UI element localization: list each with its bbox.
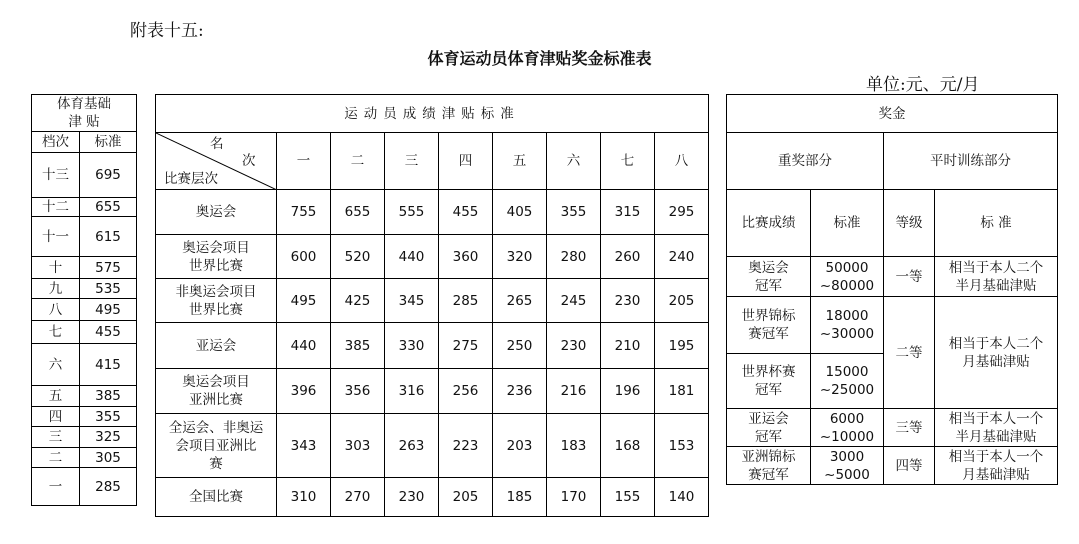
table-row bbox=[727, 297, 1058, 354]
training-bonus-header: 平时训练部分 bbox=[884, 133, 1058, 190]
allowance-value-cell: 425 bbox=[331, 279, 385, 323]
award-result-line: 冠军 bbox=[755, 382, 782, 398]
allowance-value-cell: 356 bbox=[331, 369, 385, 414]
base-level-cell: 二 bbox=[32, 448, 80, 468]
table-row bbox=[727, 409, 1058, 447]
allowance-value-cell: 260 bbox=[601, 235, 655, 279]
competition-level-cell bbox=[156, 369, 277, 414]
base-value-cell: 305 bbox=[80, 448, 137, 468]
allowance-value-cell: 181 bbox=[655, 369, 709, 414]
allowance-value-cell: 263 bbox=[385, 414, 439, 478]
competition-level-cell bbox=[156, 323, 277, 369]
competition-level-line: 全运会、非奥运 bbox=[168, 419, 264, 436]
competition-level-line: 奥运会 bbox=[195, 204, 237, 220]
competition-level-line: 亚运会 bbox=[195, 337, 237, 354]
award-result-line: 亚运会 bbox=[748, 410, 789, 427]
allowance-value-cell: 250 bbox=[493, 323, 547, 369]
base-value-cell: 385 bbox=[80, 386, 137, 407]
allowance-value-cell: 140 bbox=[655, 478, 709, 517]
base-value-cell: 695 bbox=[80, 153, 137, 198]
diag-level-label: 比赛层次 bbox=[164, 171, 218, 187]
award-standard-cell bbox=[811, 297, 884, 354]
allowance-value-cell: 203 bbox=[493, 414, 547, 478]
award-standard-line: ~80000 bbox=[819, 277, 875, 294]
award-result-cell bbox=[727, 409, 811, 447]
base-level-cell: 八 bbox=[32, 299, 80, 321]
rank-header-cell: 七 bbox=[601, 133, 655, 190]
base-value-cell: 655 bbox=[80, 198, 137, 217]
award-result-cell bbox=[727, 257, 811, 297]
competition-level-cell bbox=[156, 478, 277, 517]
award-result-line: 冠军 bbox=[755, 428, 782, 445]
performance-allowance-header: 运动员成绩津贴标准 bbox=[156, 95, 709, 133]
col-result-header: 比赛成绩 bbox=[727, 190, 811, 257]
base-level-cell: 五 bbox=[32, 386, 80, 407]
table-row bbox=[156, 279, 709, 323]
base-level-cell: 七 bbox=[32, 321, 80, 344]
table-row bbox=[156, 478, 709, 517]
award-result-cell bbox=[727, 297, 811, 354]
competition-level-cell bbox=[156, 235, 277, 279]
grade-cell: 二等 bbox=[884, 297, 935, 409]
award-standard-line: 18000 bbox=[825, 308, 869, 324]
base-value-cell: 325 bbox=[80, 427, 137, 448]
allowance-value-cell: 155 bbox=[601, 478, 655, 517]
table-row bbox=[32, 386, 137, 407]
award-result-line: 冠军 bbox=[755, 277, 782, 294]
table-row bbox=[727, 447, 1058, 485]
grade-desc-line: 月基础津贴 bbox=[962, 466, 1030, 483]
rank-header-cell: 六 bbox=[547, 133, 601, 190]
table-row bbox=[32, 448, 137, 468]
col-award-standard-header: 标准 bbox=[811, 190, 884, 257]
award-standard-line: ~25000 bbox=[819, 382, 875, 398]
allowance-value-cell: 216 bbox=[547, 369, 601, 414]
award-standard-line: ~5000 bbox=[824, 466, 870, 483]
unit-label: 单位:元、元/月 bbox=[866, 75, 980, 95]
allowance-value-cell: 345 bbox=[385, 279, 439, 323]
table-row bbox=[32, 468, 137, 506]
allowance-value-cell: 230 bbox=[385, 478, 439, 517]
base-allowance-header bbox=[32, 95, 137, 132]
competition-level-cell bbox=[156, 190, 277, 235]
competition-level-line: 世界比赛 bbox=[189, 257, 243, 274]
base-level-cell: 三 bbox=[32, 427, 80, 448]
table-row bbox=[156, 414, 709, 478]
rank-header-cell: 四 bbox=[439, 133, 493, 190]
base-level-cell: 四 bbox=[32, 407, 80, 427]
allowance-value-cell: 316 bbox=[385, 369, 439, 414]
award-standard-line: 3000 bbox=[829, 448, 865, 465]
table-row bbox=[156, 235, 709, 279]
base-allowance-header-line1: 体育基础 bbox=[57, 96, 111, 112]
table-row bbox=[727, 257, 1058, 297]
allowance-value-cell: 223 bbox=[439, 414, 493, 478]
award-standard-line: ~30000 bbox=[819, 326, 875, 342]
allowance-value-cell: 396 bbox=[277, 369, 331, 414]
rank-header-cell: 一 bbox=[277, 133, 331, 190]
allowance-value-cell: 555 bbox=[385, 190, 439, 235]
competition-level-cell bbox=[156, 279, 277, 323]
allowance-value-cell: 440 bbox=[385, 235, 439, 279]
grade-desc-line: 半月基础津贴 bbox=[955, 277, 1037, 294]
grade-desc-line: 半月基础津贴 bbox=[955, 428, 1037, 445]
table-row bbox=[156, 369, 709, 414]
allowance-value-cell: 495 bbox=[277, 279, 331, 323]
allowance-value-cell: 355 bbox=[547, 190, 601, 235]
award-result-cell bbox=[727, 354, 811, 409]
bonus-header: 奖金 bbox=[727, 95, 1058, 133]
award-standard-line: 15000 bbox=[825, 364, 869, 380]
allowance-value-cell: 205 bbox=[655, 279, 709, 323]
table-row bbox=[32, 427, 137, 448]
allowance-value-cell: 310 bbox=[277, 478, 331, 517]
table-row bbox=[32, 153, 137, 198]
competition-level-line: 非奥运会项目 bbox=[175, 283, 257, 300]
base-level-cell: 六 bbox=[32, 344, 80, 386]
allowance-value-cell: 405 bbox=[493, 190, 547, 235]
allowance-value-cell: 275 bbox=[439, 323, 493, 369]
diag-name-label: 名 bbox=[210, 136, 224, 152]
competition-level-line: 奥运会项目 bbox=[182, 374, 250, 390]
competition-level-line: 全国比赛 bbox=[189, 489, 243, 505]
base-level-cell: 十一 bbox=[32, 217, 80, 257]
award-standard-cell bbox=[811, 409, 884, 447]
allowance-value-cell: 183 bbox=[547, 414, 601, 478]
award-standard-cell bbox=[811, 257, 884, 297]
competition-level-line: 会项目亚洲比 bbox=[175, 437, 257, 454]
allowance-value-cell: 655 bbox=[331, 190, 385, 235]
table-row bbox=[32, 344, 137, 386]
major-bonus-header: 重奖部分 bbox=[727, 133, 884, 190]
base-value-cell: 575 bbox=[80, 257, 137, 279]
rank-header-cell: 三 bbox=[385, 133, 439, 190]
allowance-value-cell: 168 bbox=[601, 414, 655, 478]
competition-level-line: 奥运会项目 bbox=[182, 239, 250, 256]
diagonal-header-cell bbox=[156, 133, 277, 190]
award-result-line: 赛冠军 bbox=[748, 466, 789, 483]
allowance-value-cell: 256 bbox=[439, 369, 493, 414]
rank-header-cell: 五 bbox=[493, 133, 547, 190]
allowance-value-cell: 330 bbox=[385, 323, 439, 369]
grade-desc-line: 相当于本人二个 bbox=[948, 335, 1044, 352]
base-allowance-table bbox=[31, 94, 137, 506]
award-result-line: 赛冠军 bbox=[748, 326, 789, 342]
allowance-value-cell: 205 bbox=[439, 478, 493, 517]
base-value-cell: 495 bbox=[80, 299, 137, 321]
allowance-value-cell: 236 bbox=[493, 369, 547, 414]
allowance-value-cell: 343 bbox=[277, 414, 331, 478]
col-grade-header: 等级 bbox=[884, 190, 935, 257]
allowance-value-cell: 230 bbox=[601, 279, 655, 323]
table-row bbox=[32, 257, 137, 279]
grade-desc-line: 相当于本人一个 bbox=[948, 448, 1044, 465]
base-value-cell: 615 bbox=[80, 217, 137, 257]
allowance-value-cell: 245 bbox=[547, 279, 601, 323]
table-row bbox=[32, 279, 137, 299]
bonus-table bbox=[726, 94, 1058, 485]
allowance-value-cell: 265 bbox=[493, 279, 547, 323]
allowance-value-cell: 196 bbox=[601, 369, 655, 414]
allowance-value-cell: 385 bbox=[331, 323, 385, 369]
allowance-value-cell: 170 bbox=[547, 478, 601, 517]
award-result-line: 世界锦标 bbox=[741, 308, 796, 324]
allowance-value-cell: 240 bbox=[655, 235, 709, 279]
base-level-cell: 十二 bbox=[32, 198, 80, 217]
base-value-cell: 355 bbox=[80, 407, 137, 427]
allowance-value-cell: 360 bbox=[439, 235, 493, 279]
performance-allowance-table bbox=[155, 94, 709, 517]
grade-cell: 三等 bbox=[884, 409, 935, 447]
award-result-line: 奥运会 bbox=[748, 259, 789, 276]
award-result-line: 亚洲锦标 bbox=[741, 448, 796, 465]
col-standard-header: 标准 bbox=[80, 132, 137, 153]
allowance-value-cell: 295 bbox=[655, 190, 709, 235]
allowance-value-cell: 270 bbox=[331, 478, 385, 517]
allowance-value-cell: 520 bbox=[331, 235, 385, 279]
col-level-header: 档次 bbox=[32, 132, 80, 153]
award-standard-line: 6000 bbox=[829, 410, 865, 427]
grade-desc-cell bbox=[935, 257, 1058, 297]
allowance-value-cell: 195 bbox=[655, 323, 709, 369]
allowance-value-cell: 455 bbox=[439, 190, 493, 235]
award-result-cell bbox=[727, 447, 811, 485]
allowance-value-cell: 303 bbox=[331, 414, 385, 478]
table-row bbox=[32, 407, 137, 427]
award-standard-cell bbox=[811, 354, 884, 409]
grade-cell: 一等 bbox=[884, 257, 935, 297]
grade-desc-cell bbox=[935, 447, 1058, 485]
table-row bbox=[156, 190, 709, 235]
base-value-cell: 535 bbox=[80, 279, 137, 299]
allowance-value-cell: 315 bbox=[601, 190, 655, 235]
rank-header-cell: 八 bbox=[655, 133, 709, 190]
rank-header-cell: 二 bbox=[331, 133, 385, 190]
grade-desc-cell bbox=[935, 409, 1058, 447]
table-row bbox=[32, 299, 137, 321]
base-value-cell: 285 bbox=[80, 468, 137, 506]
grade-cell: 四等 bbox=[884, 447, 935, 485]
base-level-cell: 十 bbox=[32, 257, 80, 279]
base-allowance-header-line2: 津 贴 bbox=[68, 114, 100, 130]
award-standard-line: 50000 bbox=[825, 259, 869, 276]
base-value-cell: 415 bbox=[80, 344, 137, 386]
base-level-cell: 九 bbox=[32, 279, 80, 299]
competition-level-line: 赛 bbox=[209, 455, 223, 472]
table-row bbox=[32, 217, 137, 257]
base-level-cell: 一 bbox=[32, 468, 80, 506]
attachment-label: 附表十五: bbox=[130, 21, 204, 41]
grade-desc-line: 相当于本人一个 bbox=[948, 410, 1044, 427]
table-row bbox=[32, 198, 137, 217]
award-standard-cell bbox=[811, 447, 884, 485]
grade-desc-line: 月基础津贴 bbox=[962, 353, 1030, 370]
award-standard-line: ~10000 bbox=[819, 428, 875, 445]
grade-desc-line: 相当于本人二个 bbox=[948, 259, 1044, 276]
award-result-line: 世界杯赛 bbox=[741, 364, 796, 380]
table-row bbox=[32, 321, 137, 344]
competition-level-cell bbox=[156, 414, 277, 478]
col-grade-standard-header: 标 准 bbox=[935, 190, 1058, 257]
allowance-value-cell: 210 bbox=[601, 323, 655, 369]
competition-level-line: 世界比赛 bbox=[189, 301, 243, 318]
allowance-value-cell: 440 bbox=[277, 323, 331, 369]
allowance-value-cell: 320 bbox=[493, 235, 547, 279]
allowance-value-cell: 755 bbox=[277, 190, 331, 235]
allowance-value-cell: 600 bbox=[277, 235, 331, 279]
table-row bbox=[156, 323, 709, 369]
base-value-cell: 455 bbox=[80, 321, 137, 344]
table-title: 体育运动员体育津贴奖金标准表 bbox=[427, 49, 652, 68]
diag-rank-label: 次 bbox=[242, 153, 256, 169]
base-level-cell: 十三 bbox=[32, 153, 80, 198]
allowance-value-cell: 153 bbox=[655, 414, 709, 478]
allowance-value-cell: 285 bbox=[439, 279, 493, 323]
allowance-value-cell: 230 bbox=[547, 323, 601, 369]
competition-level-line: 亚洲比赛 bbox=[189, 392, 243, 408]
allowance-value-cell: 280 bbox=[547, 235, 601, 279]
allowance-value-cell: 185 bbox=[493, 478, 547, 517]
grade-desc-cell bbox=[935, 297, 1058, 409]
